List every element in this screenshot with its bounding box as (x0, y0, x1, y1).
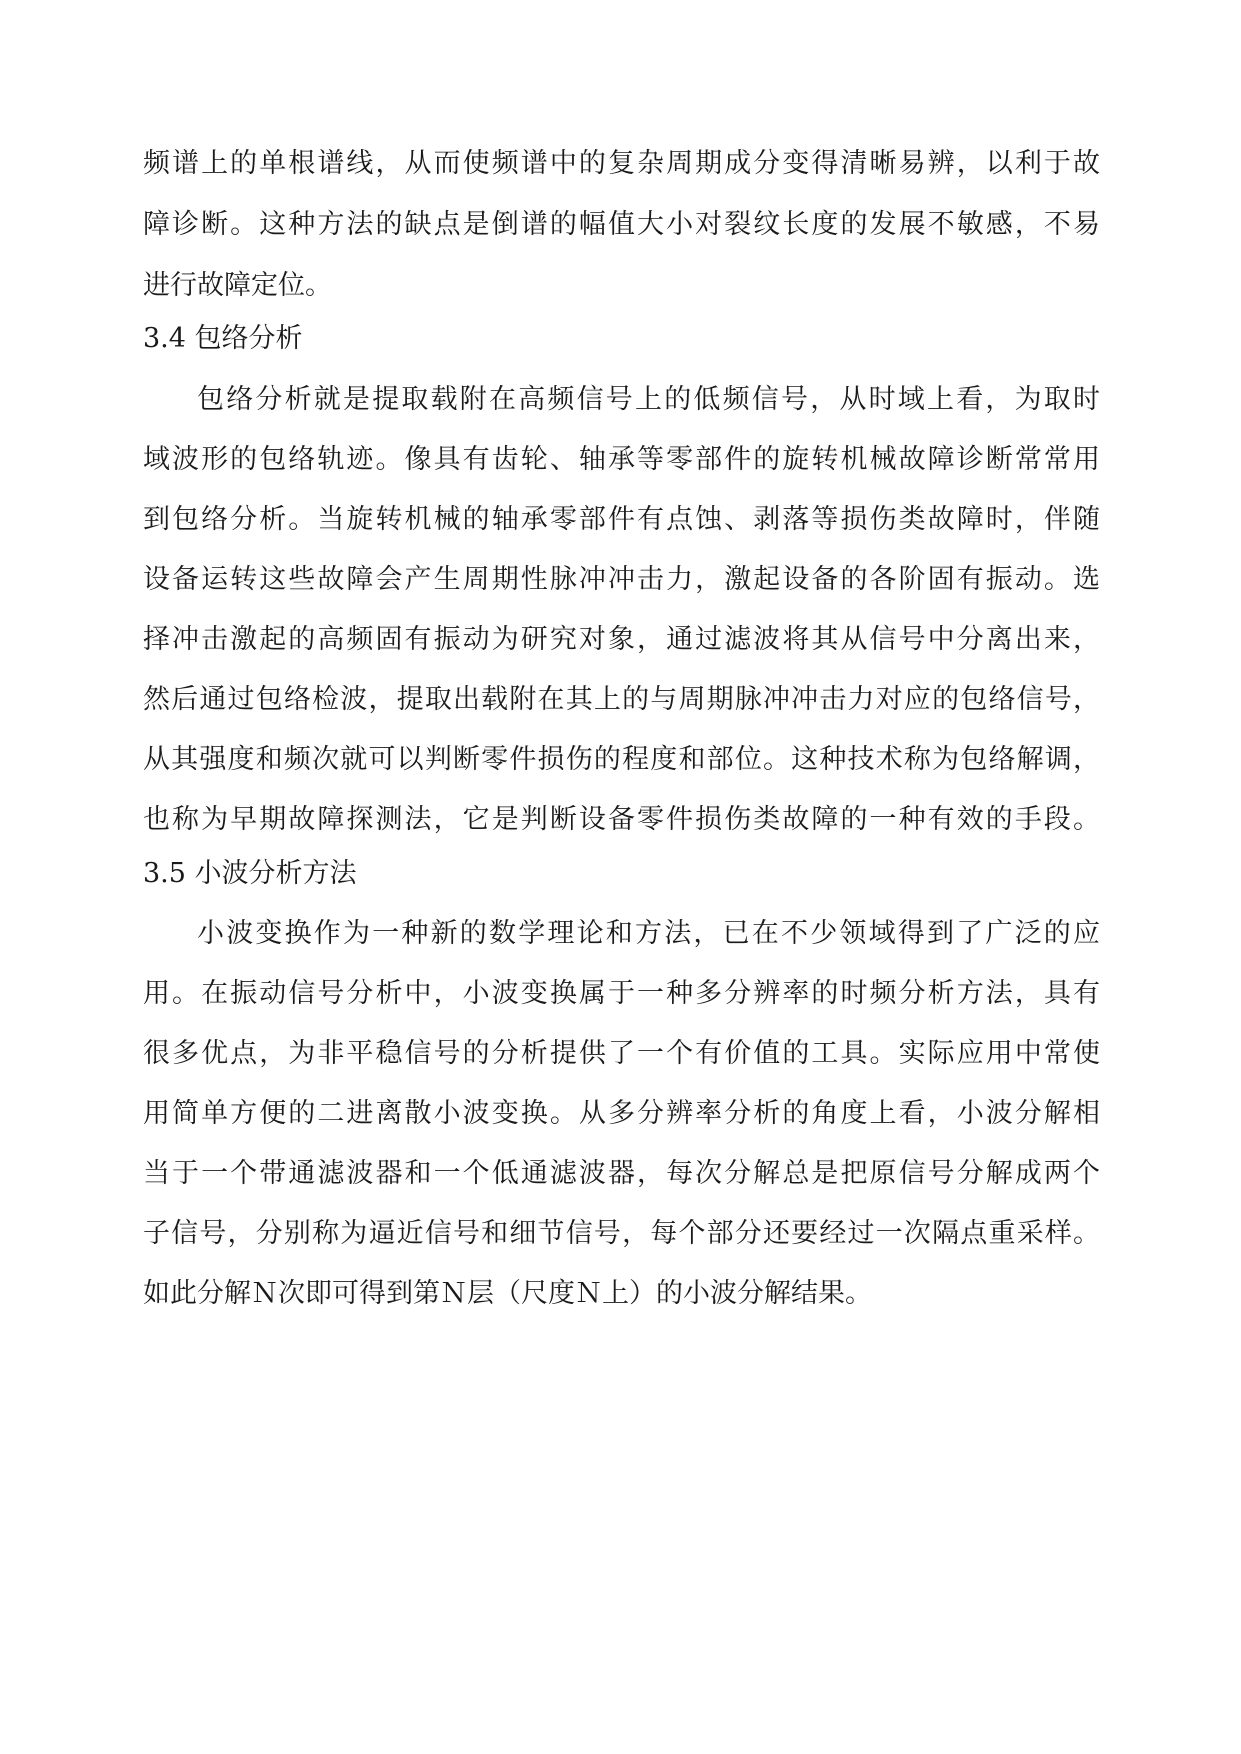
paragraph-line: 然后通过包络检波，提取出载附在其上的与周期脉冲冲击力对应的包络信号， (143, 684, 1100, 715)
paragraph-line: 很多优点，为非平稳信号的分析提供了一个有价值的工具。实际应用中常使 (143, 1038, 1100, 1069)
paragraph-line: 域波形的包络轨迹。像具有齿轮、轴承等零部件的旋转机械故障诊断常常用 (143, 444, 1100, 475)
paragraph-line: 频谱上的单根谱线，从而使频谱中的复杂周期成分变得清晰易辨，以利于故 (143, 148, 1100, 179)
paragraph-line: 小波变换作为一种新的数学理论和方法，已在不少领域得到了广泛的应 (197, 918, 1100, 949)
paragraph-line: 进行故障定位。 (143, 270, 332, 301)
paragraph-line: 子信号，分别称为逼近信号和细节信号，每个部分还要经过一次隔点重采样。 (143, 1218, 1100, 1249)
paragraph-line: 择冲击激起的高频固有振动为研究对象，通过滤波将其从信号中分离出来， (143, 624, 1100, 655)
paragraph-line: 从其强度和频次就可以判断零件损伤的程度和部位。这种技术称为包络解调， (143, 744, 1100, 775)
paragraph-line: 用。在振动信号分析中，小波变换属于一种多分辨率的时频分析方法，具有 (143, 978, 1100, 1009)
section-heading-3-5: 3.5 小波分析方法 (143, 858, 357, 889)
section-heading-3-4: 3.4 包络分析 (143, 323, 303, 354)
paragraph-line: 包络分析就是提取载附在高频信号上的低频信号，从时域上看，为取时 (197, 384, 1100, 415)
paragraph-line: 如此分解Ｎ次即可得到第Ｎ层（尺度Ｎ上）的小波分解结果。 (143, 1278, 872, 1309)
paragraph-line: 到包络分析。当旋转机械的轴承零部件有点蚀、剥落等损伤类故障时，伴随 (143, 504, 1100, 535)
paragraph-line: 用简单方便的二进离散小波变换。从多分辨率分析的角度上看，小波分解相 (143, 1098, 1100, 1129)
paragraph-line: 设备运转这些故障会产生周期性脉冲冲击力，激起设备的各阶固有振动。选 (143, 564, 1100, 595)
paragraph-line: 障诊断。这种方法的缺点是倒谱的幅值大小对裂纹长度的发展不敏感，不易 (143, 209, 1100, 240)
paragraph-line: 当于一个带通滤波器和一个低通滤波器，每次分解总是把原信号分解成两个 (143, 1158, 1100, 1189)
paragraph-line: 也称为早期故障探测法，它是判断设备零件损伤类故障的一种有效的手段。 (143, 804, 1100, 835)
